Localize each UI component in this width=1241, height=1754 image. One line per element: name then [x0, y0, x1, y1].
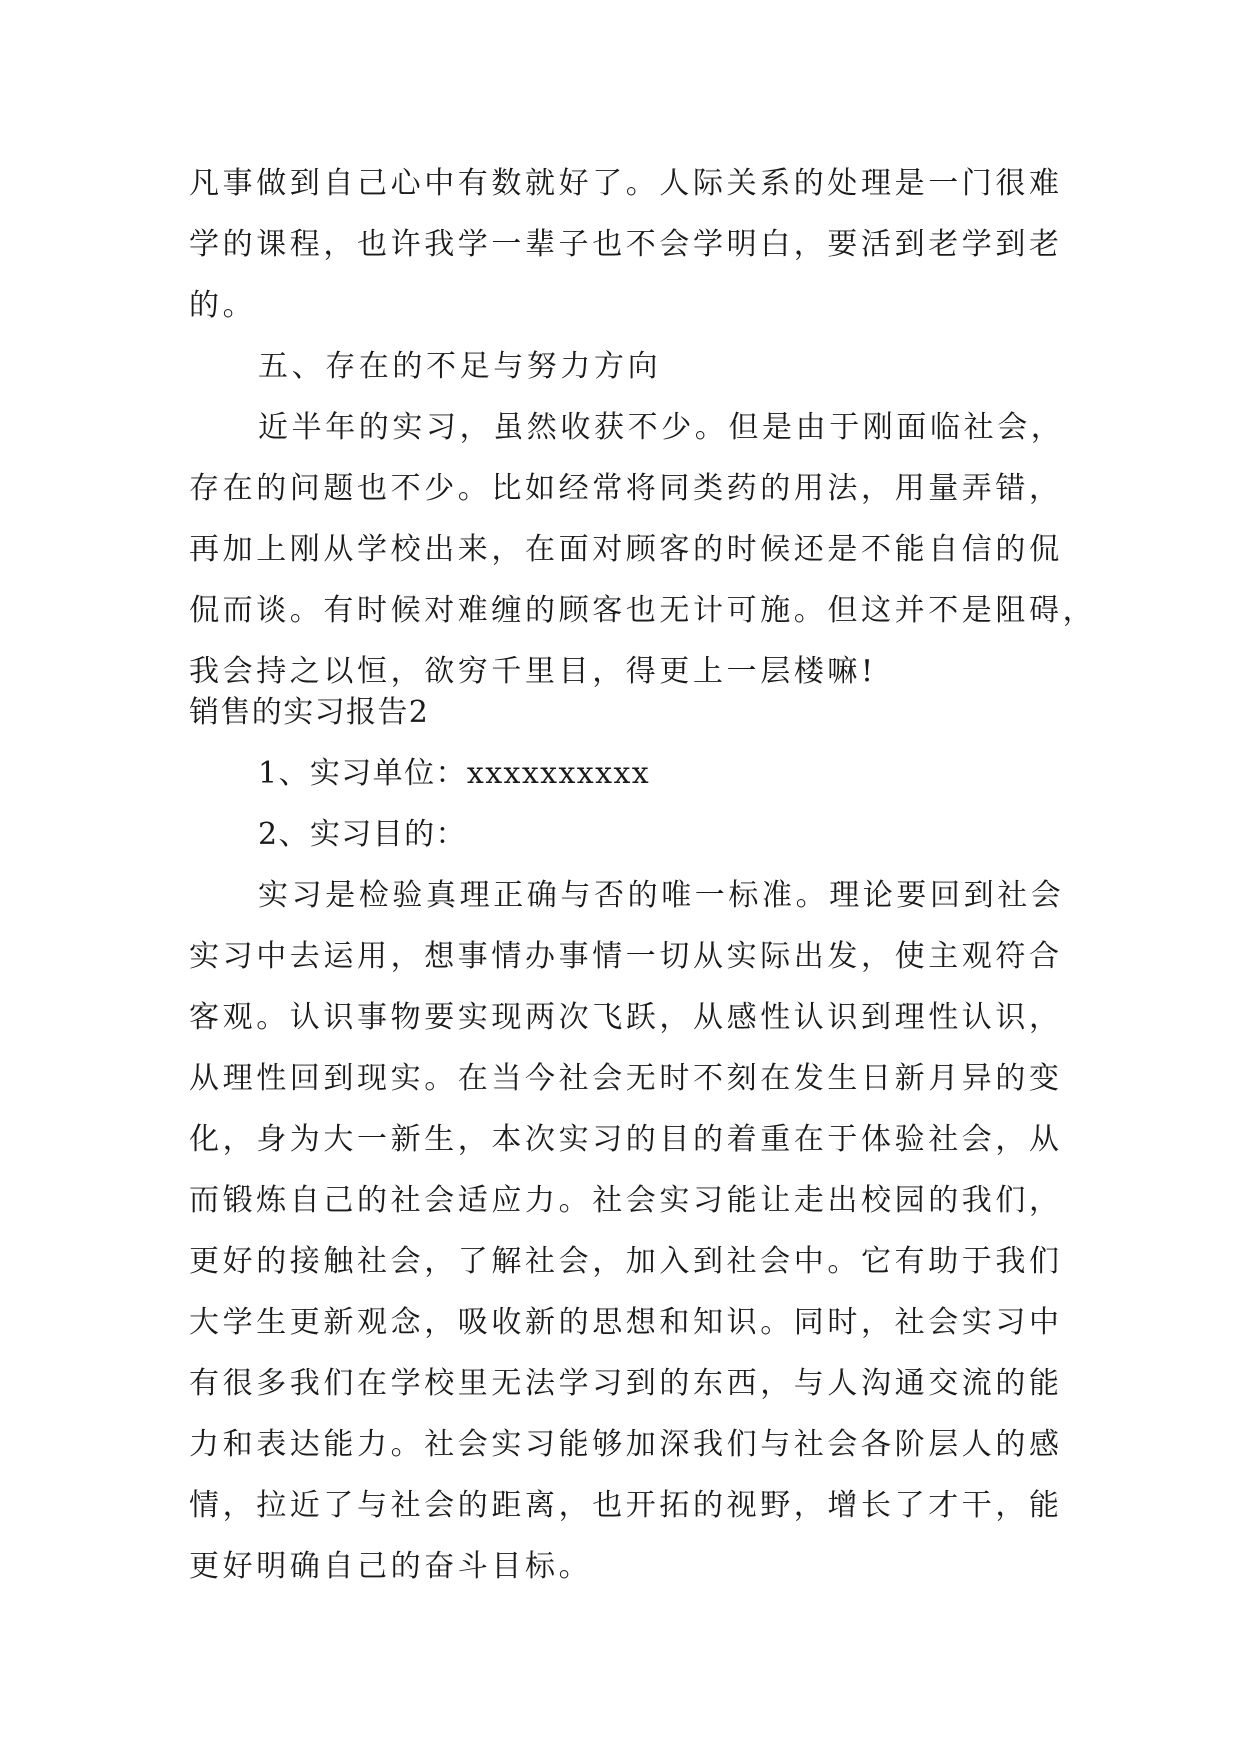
paragraph-line: 侃而谈。有时候对难缠的顾客也无计可施。但这并不是阻碍，	[189, 593, 1097, 628]
paragraph-line: 大学生更新观念，吸收新的思想和知识。同时，社会实习中	[189, 1305, 1063, 1340]
section-heading: 五、存在的不足与努力方向	[258, 349, 662, 384]
paragraph-line: 力和表达能力。社会实习能够加深我们与社会各阶层人的感	[189, 1427, 1063, 1462]
paragraph-line: 有很多我们在学校里无法学习到的东西，与人沟通交流的能	[189, 1366, 1063, 1401]
paragraph-line: 学的课程，也许我学一辈子也不会学明白，要活到老学到老	[189, 227, 1063, 262]
paragraph-line: 更好明确自己的奋斗目标。	[189, 1549, 593, 1584]
list-item-purpose: 2、实习目的：	[258, 817, 467, 852]
paragraph-line: 情，拉近了与社会的距离，也开拓的视野，增长了才干，能	[189, 1488, 1063, 1523]
paragraph-line: 凡事做到自己心中有数就好了。人际关系的处理是一门很难	[189, 166, 1063, 201]
list-item-unit: 1、实习单位：xxxxxxxxxx	[258, 756, 651, 791]
paragraph-line: 我会持之以恒，欲穷千里目，得更上一层楼嘛!	[189, 654, 877, 689]
paragraph-line: 化，身为大一新生，本次实习的目的着重在于体验社会，从	[189, 1122, 1063, 1157]
paragraph-line: 的。	[189, 288, 257, 323]
paragraph-line: 而锻炼自己的社会适应力。社会实习能让走出校园的我们，	[189, 1183, 1063, 1218]
paragraph-line: 从理性回到现实。在当今社会无时不刻在发生日新月异的变	[189, 1061, 1063, 1096]
paragraph-line: 再加上刚从学校出来，在面对顾客的时候还是不能自信的侃	[189, 532, 1063, 567]
paragraph-line: 存在的问题也不少。比如经常将同类药的用法，用量弄错，	[189, 471, 1063, 506]
paragraph-line: 近半年的实习，虽然收获不少。但是由于刚面临社会，	[258, 410, 1065, 445]
paragraph-line: 客观。认识事物要实现两次飞跃，从感性认识到理性认识，	[189, 1000, 1063, 1035]
paragraph-line: 更好的接触社会，了解社会，加入到社会中。它有助于我们	[189, 1244, 1063, 1279]
paragraph-line: 实习中去运用，想事情办事情一切从实际出发，使主观符合	[189, 939, 1063, 974]
paragraph-line: 实习是检验真理正确与否的唯一标准。理论要回到社会	[258, 878, 1065, 913]
document-title: 销售的实习报告2	[189, 695, 430, 730]
